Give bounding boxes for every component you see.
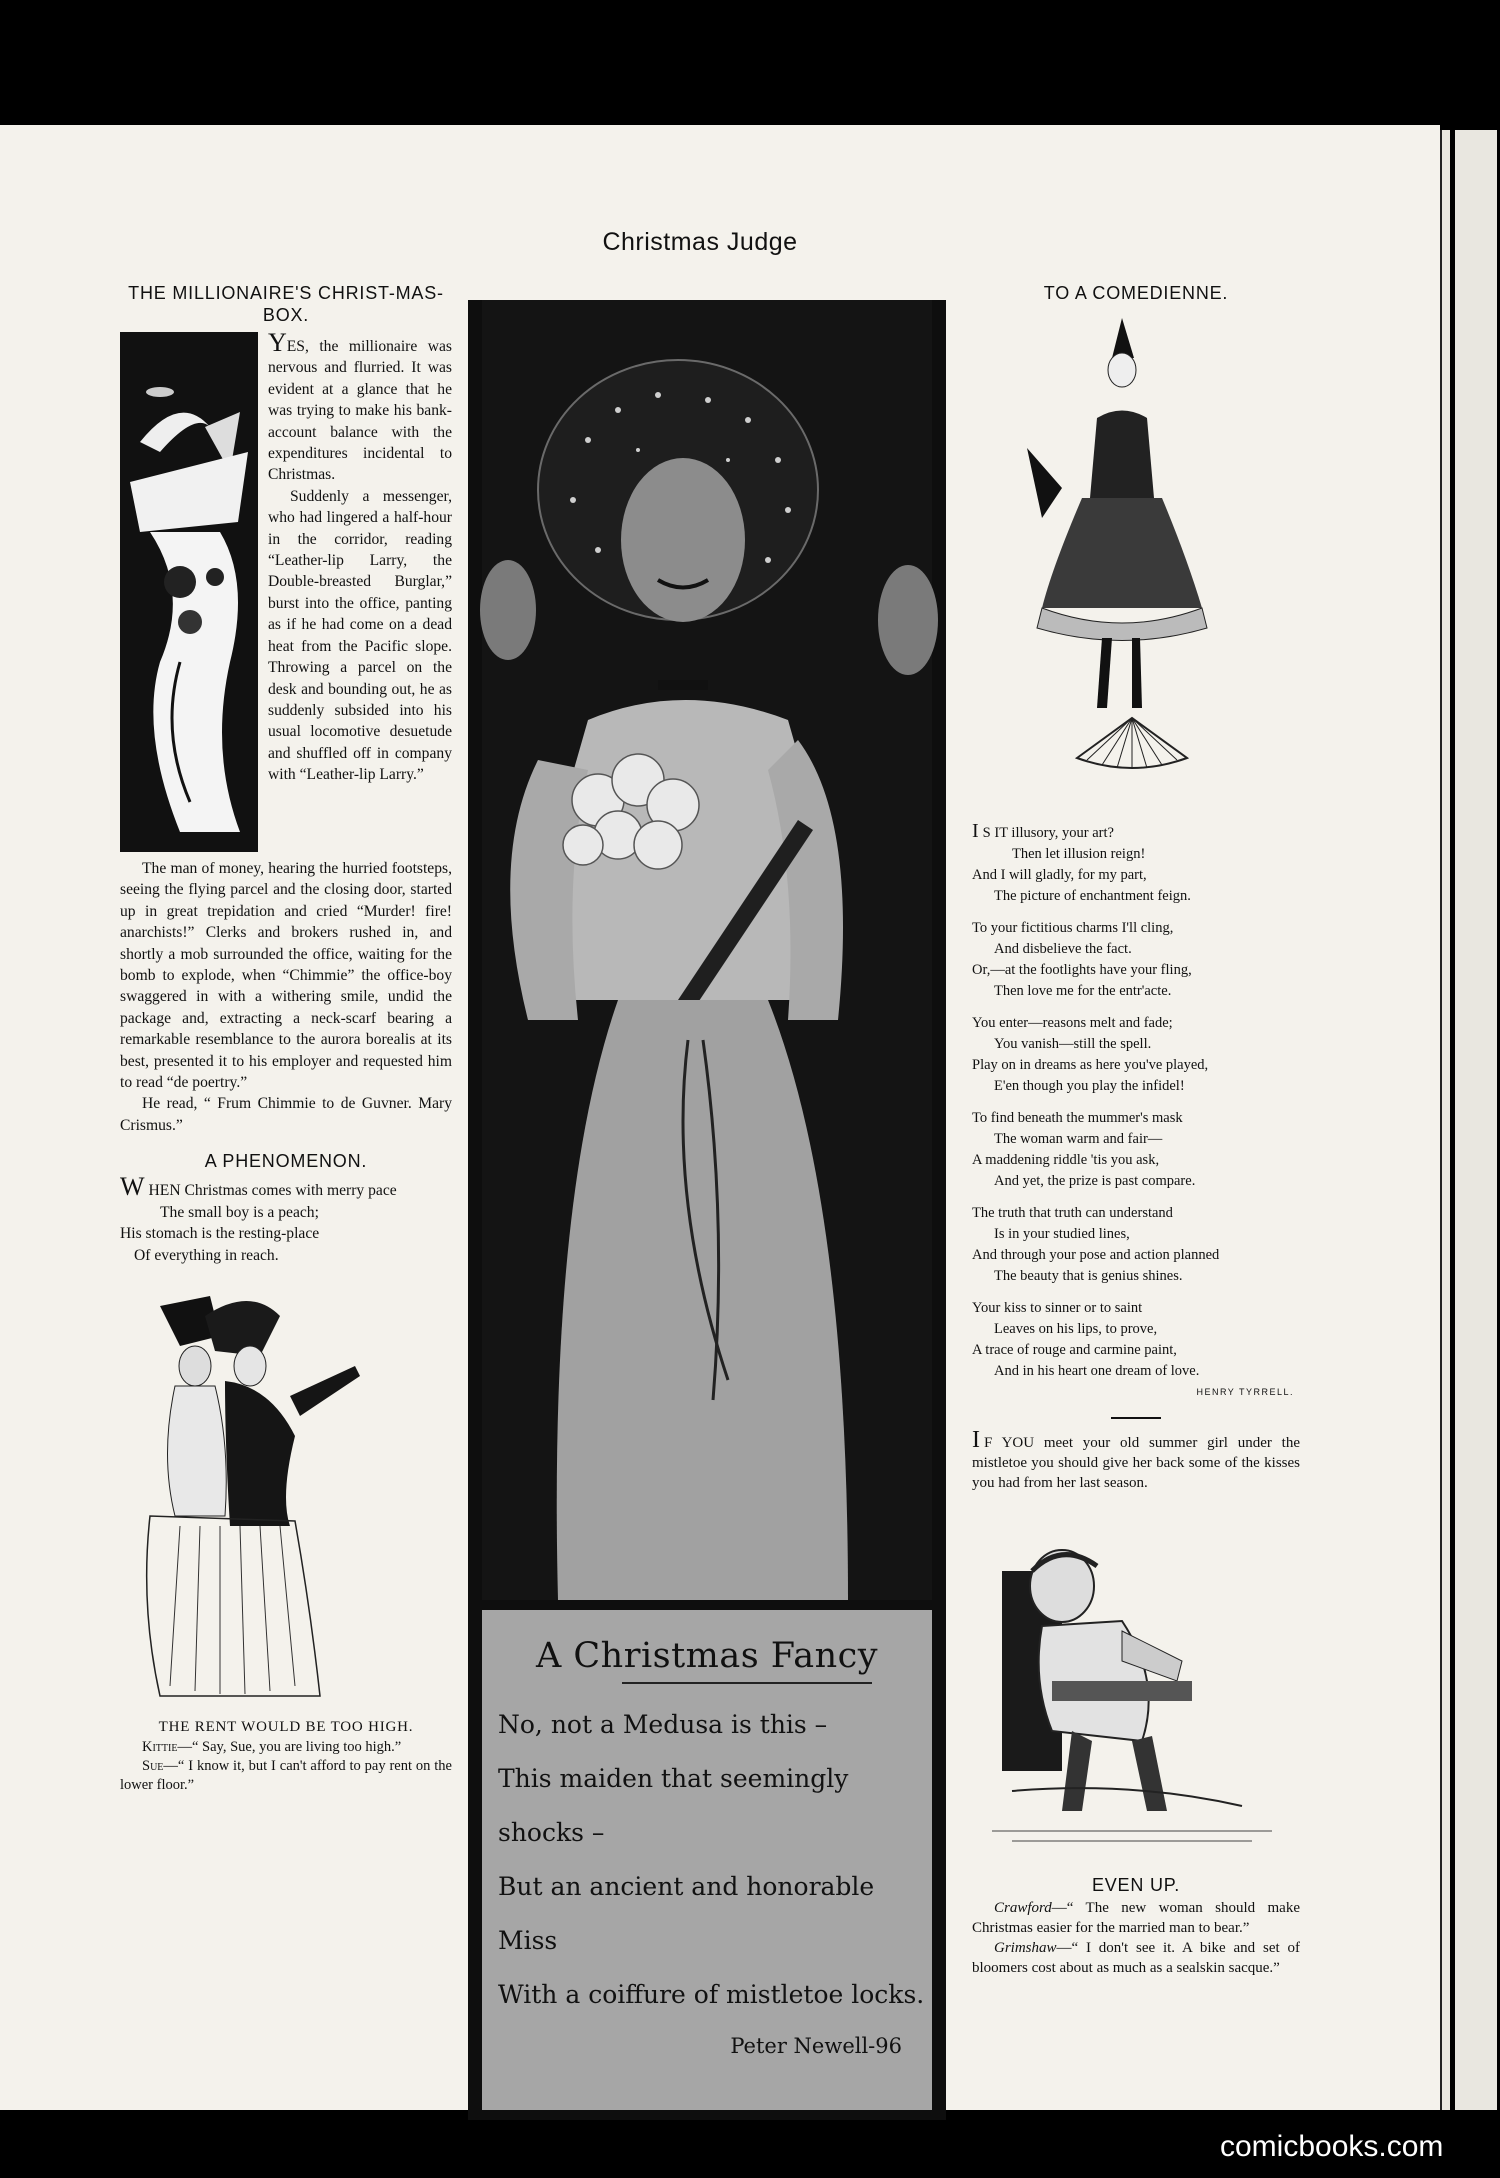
story-paragraph-2: Suddenly a messenger, who had lingered a half-hour in the corridor, reading “Leather-lip Larry, the Double-breasted Burglar,” burst into the office, panting as if he had come on a dead heat from the Pacific slope. Throwing a parcel on the desk and bounding out, he as suddenly subsided into his usual locomotive desuetude and shuffled off in company with “Leather-lip Larry.” <box>268 487 452 784</box>
christmas-fancy-illustration <box>468 300 946 2120</box>
poem-line: Or,—at the footlights have your fling, <box>972 962 1192 979</box>
poem-line: And through your pose and action planned <box>972 1247 1220 1264</box>
caption-rule <box>622 1682 872 1684</box>
story-title: THE MILLIONAIRE'S CHRIST-MAS-BOX. <box>128 283 444 325</box>
summer-dropcap: I <box>972 1427 980 1454</box>
poem-line: Then love me for the entr'acte. <box>994 983 1172 1000</box>
poem-line: Play on in dreams as here you've played, <box>972 1057 1209 1074</box>
comedienne-poem <box>972 818 1300 1403</box>
poem-line: And disbelieve the fact. <box>994 941 1132 958</box>
old-man-illustration <box>972 1531 1300 1861</box>
poem-line: And in his heart one dream of love. <box>994 1363 1200 1380</box>
poem-line: The picture of enchantment feign. <box>994 888 1191 905</box>
caption-line: No, not a Medusa is this – <box>498 1710 828 1739</box>
caption-signature: Peter Newell-96 <box>730 2034 902 2058</box>
site-watermark: comicbooks.com <box>1220 2130 1444 2163</box>
poem-line: The truth that truth can understand <box>972 1205 1173 1222</box>
caption-verse <box>482 1698 932 2022</box>
next-page-edge <box>1440 130 1497 2110</box>
summer-girl-paragraph <box>972 1427 1300 1493</box>
poem-line: To find beneath the mummer's mask <box>972 1110 1183 1127</box>
poem-dropcap: I <box>972 820 979 843</box>
poem-line: A trace of rouge and carmine paint, <box>972 1342 1177 1359</box>
even-grimshaw-line <box>972 1938 1300 1978</box>
dialogue: —“ The new woman should make Christmas easier for the married man to bear.” <box>972 1899 1300 1936</box>
poem-line: Is in your studied lines, <box>994 1226 1130 1243</box>
page-header: Christmas Judge <box>602 228 798 256</box>
phenomenon-poem <box>120 1174 452 1266</box>
story-paragraph-4: He read, “ Frum Chimmie to de Guvner. Mary Crismus.” <box>120 1095 452 1134</box>
poem-line: You enter—reasons melt and fade; <box>972 1015 1173 1032</box>
poem-line: E'en though you play the infidel! <box>994 1078 1185 1095</box>
poem-line: The beauty that is genius shines. <box>994 1268 1183 1285</box>
poem-line: Leaves on his lips, to prove, <box>994 1321 1158 1338</box>
even-crawford-line <box>972 1898 1300 1938</box>
poem-line: You vanish—still the spell. <box>994 1036 1152 1053</box>
poem-line: HEN Christmas comes with merry pace <box>148 1182 397 1200</box>
stanza <box>972 1298 1300 1382</box>
dialogue: —“ I know it, but I can't afford to pay rent on the lower floor.” <box>120 1758 452 1794</box>
poem-line: Your kiss to sinner or to saint <box>972 1300 1143 1317</box>
dialogue: —“ Say, Sue, you are living too high.” <box>177 1739 402 1756</box>
speaker-name: Crawford <box>994 1899 1052 1916</box>
caption-line: But an ancient and honorable Miss <box>498 1872 875 1955</box>
stanza <box>972 1013 1300 1097</box>
rent-kittie-line <box>120 1738 452 1757</box>
comedienne-title: TO A COMEDIENNE. <box>1043 283 1229 303</box>
poem-line: A maddening riddle 'tis you ask, <box>972 1152 1160 1169</box>
divider <box>1111 1417 1161 1419</box>
story-paragraph-3: The man of money, hearing the hurried footsteps, seeing the flying parcel and the closing door, started up in great trepidation and cried “Murder! fire! anarchists!” Clerks and brokers rushed in, and shortly a mob surrounded the office, waiting for the bomb to explode, when “Chimmie” the office-boy swaggered in with a withering smile, undid the package and, extracting a neck-scarf bearing a remarkable resemblance to the aurora borealis at its best, presented it to his employer and requested him to read “de poertry.” <box>120 860 452 1092</box>
left-column <box>120 282 452 1795</box>
phenomenon-dropcap: W <box>120 1172 145 1202</box>
poem-line: Of everything in reach. <box>134 1246 279 1264</box>
right-column <box>972 282 1300 1978</box>
caption-title: A Christmas Fancy <box>535 1636 878 1676</box>
phenomenon-title: A PHENOMENON. <box>204 1151 368 1172</box>
two-women-illustration <box>120 1276 452 1706</box>
poem-line: And yet, the prize is past compare. <box>994 1173 1196 1190</box>
poem-line: The woman warm and fair— <box>994 1131 1163 1148</box>
even-up-title: EVEN UP. <box>1091 1874 1181 1895</box>
story-body <box>120 328 452 1136</box>
poem-line: To your fictitious charms I'll cling, <box>972 920 1174 937</box>
poem-line: S IT illusory, your art? <box>982 825 1114 842</box>
speaker-name: Grimshaw <box>994 1939 1057 1956</box>
stanza <box>972 1108 1300 1192</box>
caption-box <box>482 1610 932 2110</box>
poem-line: And I will gladly, for my part, <box>972 867 1147 884</box>
poem-line: Then let illusion reign! <box>1012 846 1146 863</box>
rent-title: THE RENT WOULD BE TOO HIGH. <box>158 1719 414 1736</box>
stanza <box>972 918 1300 1002</box>
dialogue: —“ I don't see it. A bike and set of bloomers cost about as much as a sealskin sacque.” <box>972 1939 1300 1976</box>
speaker-name: Sue <box>142 1758 164 1775</box>
caption-line: With a coiffure of mistletoe locks. <box>498 1980 925 2009</box>
poem-credit: HENRY TYRRELL. <box>1196 1387 1294 1398</box>
stanza <box>972 818 1300 907</box>
story-dropcap: Y <box>268 328 287 357</box>
decorative-initial-illustration <box>120 332 258 852</box>
poem-line: The small boy is a peach; <box>160 1203 319 1221</box>
comedienne-illustration <box>972 308 1300 788</box>
story-paragraph-1: ES, the millionaire was nervous and flurried. It was evident at a glance that he was trying to make his bank-account balance with the expenditures incidental to Christmas. <box>268 338 452 484</box>
rent-sue-line <box>120 1757 452 1795</box>
stanza <box>972 1203 1300 1287</box>
poem-line: His stomach is the resting-place <box>120 1225 320 1243</box>
caption-line: This maiden that seemingly shocks – <box>498 1764 849 1847</box>
summer-text: F YOU meet your old summer girl under the mistletoe you should give her back some of the kisses you had from her last season. <box>972 1435 1300 1492</box>
speaker-name: Kittie <box>142 1739 178 1756</box>
